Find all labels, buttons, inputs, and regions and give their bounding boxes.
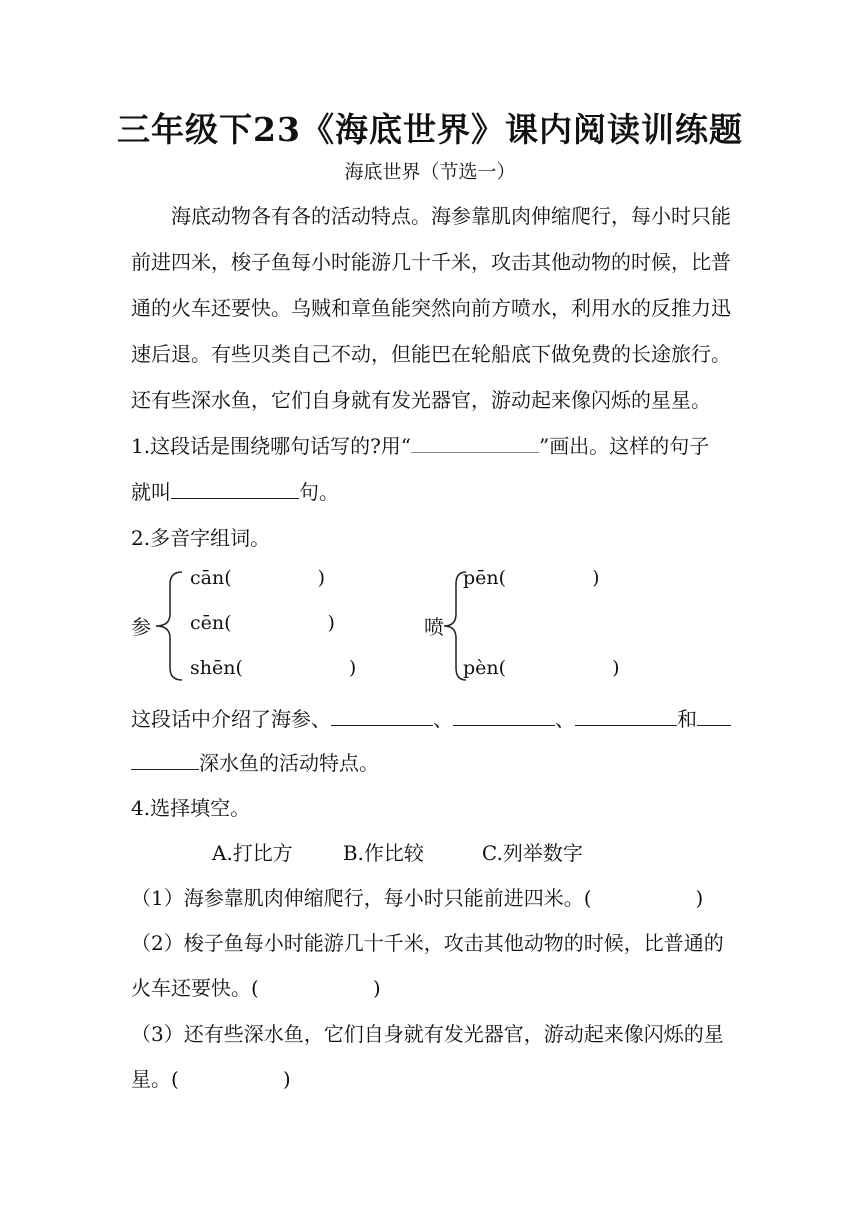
question-3-line-2: 深水鱼的活动特点。 [131, 747, 379, 776]
question-3-line-1: 这段话中介绍了海参、 、 、 和 [131, 703, 731, 732]
option-a: A.打比方 [212, 841, 293, 865]
reading-can-2: cēn( ) [190, 612, 335, 634]
polyphone-char-can: 参 [131, 615, 151, 639]
q1-text-d: 句。 [299, 480, 339, 504]
reading-can-1: cān( ) [190, 567, 326, 589]
option-b: B.作比较 [342, 841, 424, 865]
q4-item-2-line-1: （2）梭子鱼每小时能游几十千米，攻击其他动物的时候，比普通的 [131, 931, 724, 955]
question-1-line-2 [131, 476, 339, 505]
passage-subtitle: 海底世界（节选一） [344, 161, 516, 183]
page-title: 三年级下23《海底世界》课内阅读训练题 [117, 110, 743, 149]
reading-pen-2: pèn( ) [463, 657, 620, 679]
reading-can-3: shēn( ) [190, 657, 357, 679]
polyphone-char-pen: 喷 [424, 615, 444, 639]
q4-item-1: （1）海参靠肌肉伸缩爬行，每小时只能前进四米。( ) [131, 886, 704, 910]
option-c: C.列举数字 [481, 841, 583, 865]
question-4-label: 4.选择填空。 [131, 796, 251, 820]
q3-blank-2[interactable] [453, 724, 555, 726]
q4-item-2-line-2: 火车还要快。( ) [131, 976, 381, 1000]
q1-text-b: ”画出。这样的句子 [539, 434, 710, 458]
q1-quote-blank[interactable] [411, 451, 539, 453]
q3-blank-1[interactable] [331, 724, 433, 726]
q1-text-a: 1.这段话是围绕哪句话写的?用“ [131, 434, 412, 458]
q4-item-3-line-2: 星。( ) [131, 1067, 291, 1091]
question-2-label: 2.多音字组词。 [131, 526, 271, 550]
q4-item-3-line-1: （3）还有些深水鱼，它们自身就有发光器官，游动起来像闪烁的星 [131, 1022, 724, 1046]
q3-blank-4[interactable] [697, 724, 731, 726]
question-1-line-1 [131, 430, 709, 459]
q1-sentence-type-blank[interactable] [171, 497, 299, 499]
passage-text: 海底动物各有各的活动特点。海参靠肌肉伸缩爬行，每小时只能前进四米，梭子鱼每小时能游几十千米，攻击其他动物的时候，比普通的火车还要快。乌贼和章鱼能突然向前方喷水，利用水的反推力迅速后退。有些贝类自己不动，但能巴在轮船底下做免费的长途旅行。还有些深水鱼，它们自身就有发光器官，游动起来像闪烁的星星。 [131, 204, 731, 412]
reading-pen-1: pēn( ) [463, 567, 600, 589]
brace-can-icon [150, 570, 186, 682]
q4-options [212, 837, 583, 866]
q3-blank-3[interactable] [575, 724, 677, 726]
q3-blank-4-cont[interactable] [131, 768, 199, 770]
q1-text-c: 就叫 [131, 480, 171, 504]
